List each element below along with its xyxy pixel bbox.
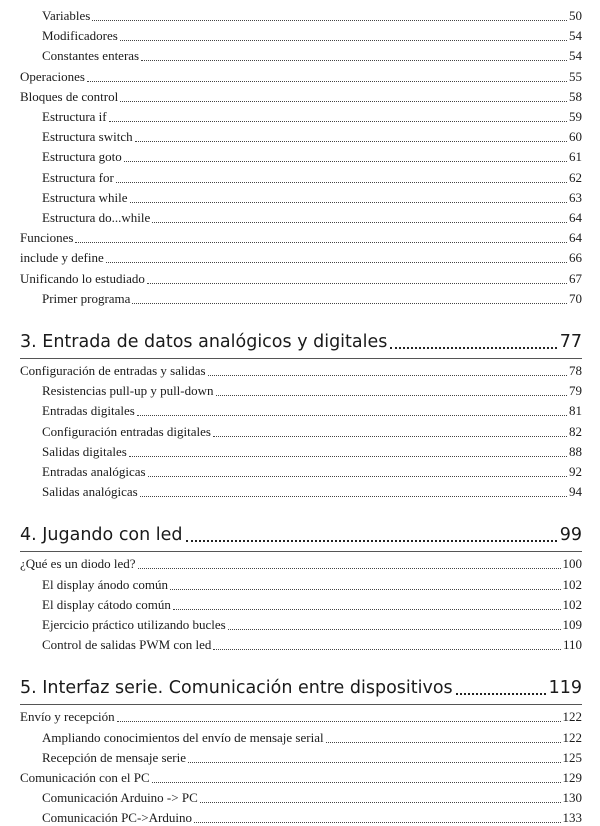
toc-entry — [42, 464, 582, 480]
dot-leader — [92, 19, 567, 21]
toc-entry — [42, 190, 582, 206]
toc-chapter — [20, 331, 582, 353]
dot-leader — [129, 455, 567, 457]
toc-entry — [42, 597, 582, 613]
toc-entry — [42, 617, 582, 633]
toc-entry-page: 64 — [569, 210, 582, 225]
toc-entry — [20, 271, 582, 287]
toc-entry — [42, 810, 582, 826]
dot-leader — [170, 588, 560, 590]
toc-entry-page: 63 — [569, 189, 582, 205]
toc-entry-page: 92 — [569, 464, 582, 479]
toc-entry-title: Salidas analógicas — [42, 484, 138, 500]
toc-entry-title: Unificando lo estudiado — [20, 270, 145, 286]
dot-leader — [109, 120, 567, 122]
toc-entry-title: Configuración de entradas y salidas — [20, 363, 206, 378]
toc-entry — [42, 383, 582, 399]
toc-chapter-title: 4. Jugando con led — [20, 525, 183, 546]
toc-entry — [42, 403, 582, 419]
toc-entry-page: 122 — [562, 709, 582, 725]
toc-entry-page: 102 — [562, 576, 582, 592]
toc-entry-page: 100 — [562, 556, 582, 572]
toc-entry-page: 59 — [569, 109, 582, 124]
chapter-divider — [20, 704, 582, 705]
chapter-divider — [20, 551, 582, 552]
toc-entry-title: Recepción de mensaje serie — [42, 749, 187, 765]
toc-entry-page: 130 — [562, 790, 582, 806]
toc-entry-title: ¿Qué es un diodo led? — [20, 556, 136, 572]
toc-chapter-page: 77 — [559, 332, 582, 352]
dot-leader — [152, 221, 567, 223]
toc-chapter-page: 119 — [548, 678, 582, 699]
dot-leader — [75, 241, 567, 243]
toc-entry-title: Operaciones — [20, 68, 85, 84]
toc-entry-page: 66 — [569, 250, 582, 266]
chapter-divider — [20, 358, 582, 359]
dot-leader — [326, 741, 561, 743]
dot-leader — [87, 80, 567, 82]
toc-entry-page: 61 — [569, 149, 582, 165]
toc-entry — [42, 637, 582, 653]
dot-leader — [138, 567, 561, 569]
toc-entry — [20, 69, 582, 85]
toc-entry-page: 102 — [562, 596, 582, 612]
toc-entry-title: Envío y recepción — [20, 709, 115, 725]
toc-entry-title: Estructura do...while — [42, 210, 151, 225]
toc-entry — [42, 424, 582, 440]
dot-leader — [216, 394, 567, 396]
toc-entry-page: 58 — [569, 88, 582, 104]
toc-entry-title: Ejercicio práctico utilizando bucles — [42, 617, 226, 632]
dot-leader — [208, 374, 567, 376]
toc-entry-page: 133 — [562, 810, 582, 826]
toc-chapter-title: 3. Entrada de datos analógicos y digitales — [20, 332, 388, 352]
dot-leader — [117, 720, 561, 722]
toc-entry-page: 94 — [569, 484, 582, 500]
toc-entry-page: 129 — [562, 770, 582, 785]
dot-leader — [120, 39, 567, 41]
toc-entry-title: Resistencias pull-up y pull-down — [42, 383, 214, 399]
toc-entry-page: 88 — [569, 443, 582, 459]
toc-entry-page: 62 — [569, 169, 582, 185]
toc-entry-title: Control de salidas PWM con led — [42, 637, 212, 653]
dot-leader — [147, 282, 567, 284]
dot-leader — [116, 181, 567, 183]
toc-entry — [42, 28, 582, 44]
dot-leader — [152, 781, 561, 783]
toc-entry — [42, 291, 582, 307]
dot-leader — [137, 414, 567, 416]
toc-entry-page: 110 — [562, 637, 582, 653]
dot-leader — [141, 59, 567, 61]
toc-entry — [20, 89, 582, 105]
toc-entry-page: 122 — [562, 729, 582, 745]
dot-leader — [213, 435, 567, 437]
toc-entry-title: Comunicación PC->Arduino — [42, 810, 192, 826]
toc-entry — [42, 210, 582, 226]
toc-entry-title: Estructura if — [42, 109, 107, 124]
dot-leader — [124, 160, 567, 162]
toc-entry-title: Entradas digitales — [42, 403, 135, 419]
toc-entry-title: Constantes enteras — [42, 48, 140, 64]
toc-entry-page: 70 — [569, 290, 582, 306]
toc-entry-page: 64 — [569, 230, 582, 246]
toc-entry-title: Entradas analógicas — [42, 464, 146, 479]
dot-leader — [130, 201, 567, 203]
dot-leader — [173, 608, 561, 610]
toc-entry-title: Variables — [42, 8, 91, 23]
toc-entry-title: Comunicación Arduino -> PC — [42, 790, 198, 806]
dot-leader — [120, 100, 567, 102]
dot-leader — [456, 692, 546, 695]
toc-entry-page: 125 — [562, 749, 582, 765]
toc-entry — [42, 8, 582, 24]
toc-chapter-page: 99 — [559, 525, 582, 546]
dot-leader — [140, 495, 567, 497]
dot-leader — [132, 302, 567, 304]
toc-entry — [42, 48, 582, 64]
toc-entry-page: 82 — [569, 423, 582, 439]
toc-chapter-title: 5. Interfaz serie. Comunicación entre dispositivos — [20, 678, 453, 699]
dot-leader — [194, 821, 561, 823]
dot-leader — [148, 475, 567, 477]
toc-entry-title: Ampliando conocimientos del envío de mensaje serial — [42, 729, 324, 745]
toc-entry — [20, 709, 582, 725]
dot-leader — [186, 539, 557, 542]
dot-leader — [228, 628, 561, 630]
toc-entry-title: Estructura while — [42, 189, 128, 205]
toc-entry — [42, 444, 582, 460]
toc-entry — [42, 484, 582, 500]
toc-entry-title: Modificadores — [42, 28, 118, 44]
toc-chapter — [20, 524, 582, 546]
toc-entry-page: 81 — [569, 403, 582, 419]
dot-leader — [200, 801, 561, 803]
toc-entry — [20, 230, 582, 246]
dot-leader — [188, 761, 560, 763]
toc-entry — [20, 363, 582, 379]
toc-entry-title: Estructura for — [42, 169, 114, 185]
toc-entry — [20, 770, 582, 786]
toc-entry-page: 78 — [569, 363, 582, 378]
toc-entry — [42, 129, 582, 145]
toc-entry-page: 50 — [569, 8, 582, 23]
toc-entry-page: 54 — [569, 48, 582, 64]
toc-entry — [42, 790, 582, 806]
dot-leader — [135, 140, 567, 142]
toc-entry — [42, 750, 582, 766]
dot-leader — [213, 648, 561, 650]
toc-entry — [20, 556, 582, 572]
toc-entry — [20, 250, 582, 266]
toc-entry-title: include y define — [20, 250, 104, 266]
toc-entry-title: Comunicación con el PC — [20, 770, 150, 785]
toc-entry-title: Configuración entradas digitales — [42, 423, 211, 439]
toc-entry-title: El display cátodo común — [42, 596, 171, 612]
toc-entry-title: Salidas digitales — [42, 443, 127, 459]
toc-entry-title: Funciones — [20, 230, 74, 246]
toc-entry — [42, 170, 582, 186]
dot-leader — [106, 261, 567, 263]
toc-entry-title: Bloques de control — [20, 88, 119, 104]
toc-entry-title: El display ánodo común — [42, 576, 169, 592]
toc-entry-page: 60 — [569, 129, 582, 145]
toc-entry — [42, 577, 582, 593]
toc-entry-page: 79 — [569, 383, 582, 399]
toc-entry — [42, 149, 582, 165]
dot-leader — [390, 346, 556, 349]
toc-chapter — [20, 677, 582, 699]
toc-entry-title: Primer programa — [42, 290, 131, 306]
toc-entry-title: Estructura goto — [42, 149, 122, 165]
toc-entry-page: 54 — [569, 28, 582, 44]
toc-entry — [42, 109, 582, 125]
toc-entry-page: 67 — [569, 270, 582, 286]
toc-entry — [42, 730, 582, 746]
toc-entry-page: 55 — [569, 68, 582, 84]
toc-entry-title: Estructura switch — [42, 129, 133, 145]
toc-entry-page: 109 — [562, 617, 582, 632]
